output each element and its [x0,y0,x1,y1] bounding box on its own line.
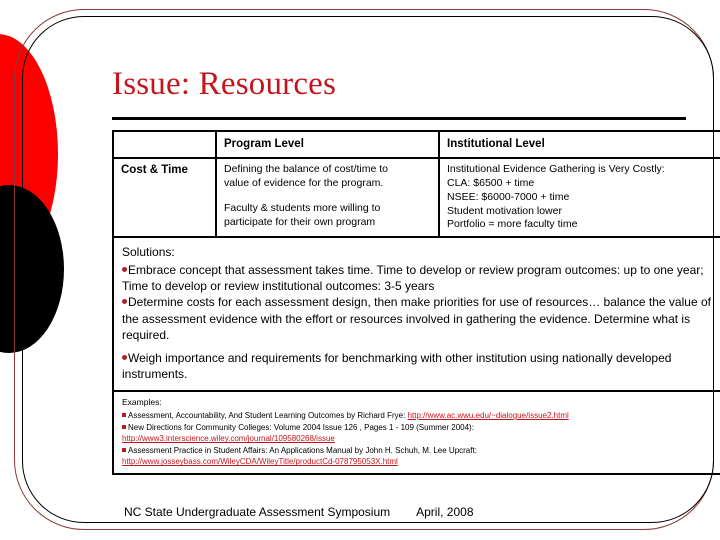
cell-program-level [216,158,439,237]
solutions-item [122,350,715,383]
cell-examples [113,391,720,474]
examples-item-link[interactable]: http://www.josseybass.com/WileyCDA/WileyTitle/productCd-078795053X.html [122,457,398,467]
cell-spacer [224,191,432,202]
examples-item [122,445,715,457]
examples-item-link-row [122,456,715,468]
examples-item [122,410,715,422]
row-label-cost-and-time: Cost & Time [113,158,216,237]
round-bullet-icon [122,355,127,360]
solutions-item-text: Embrace concept that assessment takes time. Time to develop or review program outcomes: up to one year; Time to develop or review institutional outcomes: 3-5 years [122,262,704,293]
round-bullet-icon [122,299,127,304]
examples-item-link[interactable]: http://www3.interscience.wiley.com/journal/109580268/issue [122,434,335,444]
cell-line: Portfolio = more faculty time [447,218,578,231]
resources-matrix-table [112,130,720,475]
square-bullet-icon [122,425,126,429]
table-header-row [113,131,720,158]
examples-item-text: Assessment Practice in Student Affairs: An Applications Manual by John H. Schuh, M. Lee Upcraft: [128,445,477,455]
footer-date: April, 2008 [416,505,474,519]
table-body [113,158,720,474]
examples-item-text: New Directions for Community Colleges: Volume 2004 Issue 126 , Pages 1 - 109 (Summer 2004): [128,422,474,432]
cell-line: value of evidence for the program. [224,176,384,189]
cell-solutions [113,237,720,391]
solutions-item-text: Determine costs for each assessment design, then make priorities for use of resources… balance the value of the assessment evidence with the effort or resources involved in gathering the evidence. Determine what is required. [122,295,711,342]
table-header [113,131,720,158]
table-row-solutions [113,237,720,391]
solutions-item [122,262,715,295]
examples-item-text: Assessment, Accountability, And Student Learning Outcomes by Richard Frye: [128,411,406,421]
examples-heading: Examples: [122,396,162,407]
table-row-examples [113,391,720,474]
header-cell-institutional-level: Institutional Level [439,131,720,158]
round-bullet-icon [122,267,127,272]
cell-line: CLA: $6500 + time [447,176,535,189]
slide-footer [124,505,684,519]
examples-item-link[interactable]: http://www.ac.wwu.edu/~dialogue/issue2.html [407,411,569,421]
black-circle-icon [0,185,64,353]
page-title: Issue: Resources [112,66,337,102]
header-cell-blank [113,131,216,158]
cell-line: NSEE: $6000-7000 + time [447,190,570,203]
footer-event-name: NC State Undergraduate Assessment Symposium [124,505,391,519]
header-cell-program-level: Program Level [216,131,439,158]
cell-line: Faculty & students more willing to [224,201,381,214]
cell-institutional-level [439,158,720,237]
solutions-item [122,294,715,343]
square-bullet-icon [122,413,126,417]
square-bullet-icon [122,448,126,452]
cell-line: Defining the balance of cost/time to [224,163,389,175]
solutions-item-text: Weigh importance and requirements for benchmarking with other institution using nationally developed instruments. [122,351,672,382]
solutions-heading: Solutions: [122,245,175,260]
cell-line: Student motivation lower [447,204,562,217]
cell-line: participate for their own program [224,215,376,228]
solutions-spacer [122,343,715,350]
examples-item [122,422,715,434]
table-row [113,158,720,237]
examples-item-link-row [122,433,715,445]
title-underline-rule [112,117,686,120]
cell-line: Institutional Evidence Gathering is Very Costly: [447,163,665,175]
